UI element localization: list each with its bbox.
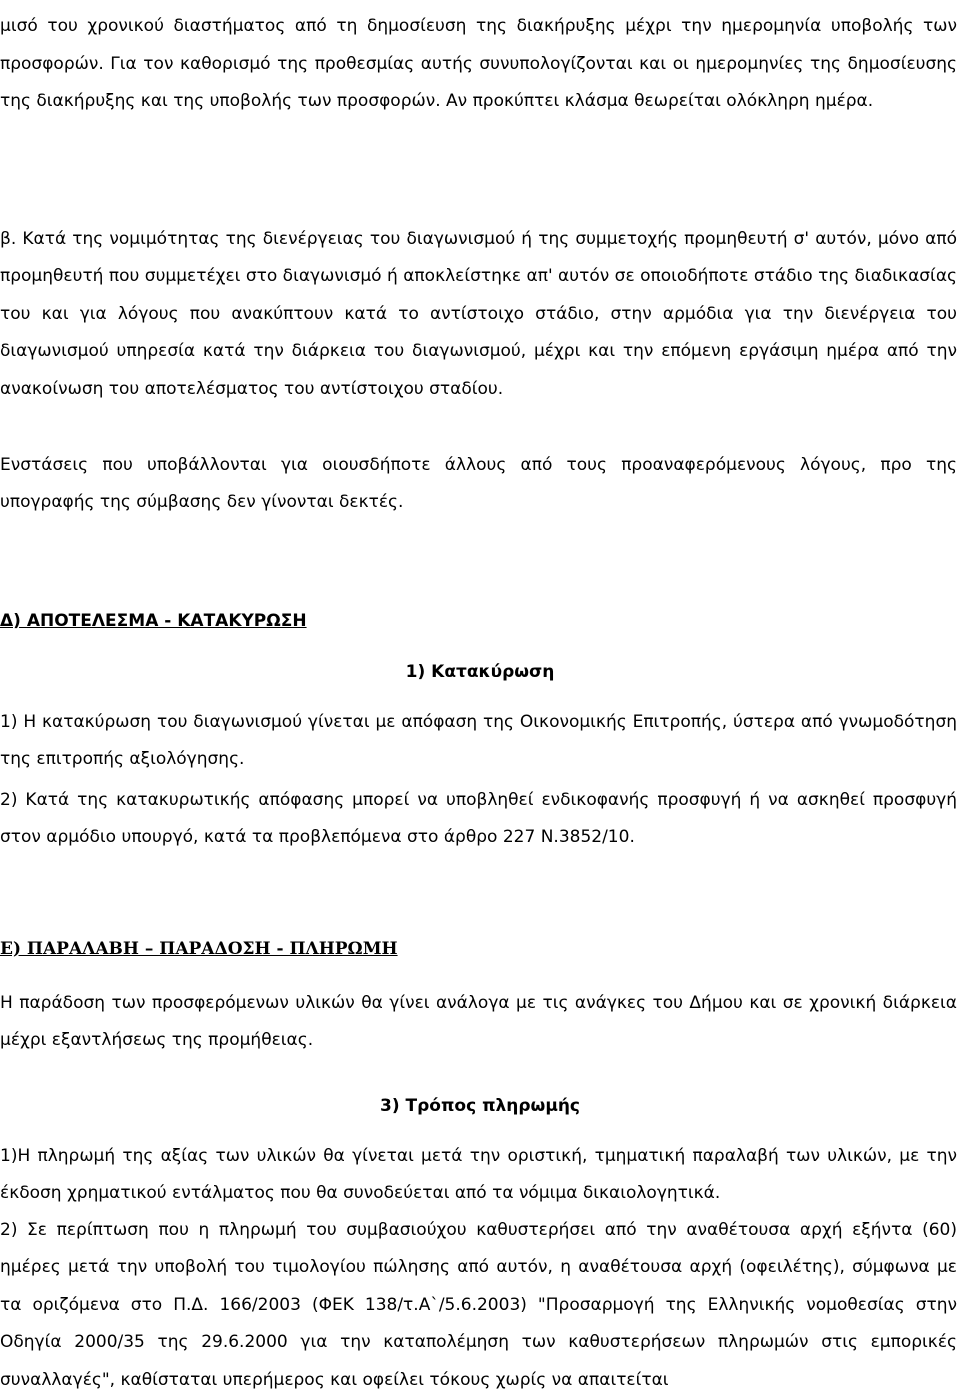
paragraph-alpha: μισό του χρονικού διαστήματος από τη δημοσίευση της διακήρυξης μέχρι την ημερομηνία υποβολής των προσφορών. Για τον καθορισμό της προθεσμίας αυτής συνυπολογίζονται και οι ημερομηνίες της δημοσίευσης της διακήρυξης και της υποβολής των προσφορών. Αν προκύπτει κλάσμα θεωρείται ολόκληρη ημέρα. — [0, 16, 957, 112]
subsection-payment-title: 3) Τρόπος πληρωμής — [379, 1096, 581, 1116]
payment-clause-1: 1)Η πληρωμή της αξίας των υλικών θα γίνεται μετά την οριστική, τμηματική παραλαβή των υλικών, με την έκδοση χρηματικού εντάλματος που θα συνοδεύεται από τα νόμιμα δικαιολογητικά. — [0, 1146, 957, 1204]
section-e-title: Ε) ΠΑΡΑΛΑΒΗ – ΠΑΡΑΔΟΣΗ - ΠΛΗΡΩΜΗ — [0, 939, 398, 959]
award-clause-2: 2) Κατά της κατακυρωτικής απόφασης μπορεί να υποβληθεί ενδικοφανής προσφυγή ή να ασκηθεί προσφυγή στον αρμόδιο υπουργό, κατά τα προβλεπόμενα στο άρθρο 227 Ν.3852/10. — [0, 790, 957, 848]
payment-clause-2: 2) Σε περίπτωση που η πληρωμή του συμβασιούχου καθυστερήσει από την αναθέτουσα αρχή εξήντα (60) ημέρες μετά την υποβολή του τιμολογίου πώλησης από αυτόν, η αναθέτουσα αρχή (οφειλέτης), σύμφωνα με τα οριζόμενα στο Π.Δ. 166/2003 (ΦΕΚ 138/τ.Α`/5.6.2003) "Προσαρμογή της Ελληνικής νομοθεσίας στην Οδηγία 2000/35 της 29.6.2000 για την καταπολέμηση των καθυστερήσεων πληρωμών στις εμπορικές συναλλαγές", καθίσταται υπερήμερος και οφείλει τόκους χωρίς να απαιτείται — [0, 1220, 957, 1390]
award-clause-1: 1) Η κατακύρωση του διαγωνισμού γίνεται με απόφαση της Οικονομικής Επιτροπής, ύστερα από γνωμοδότηση της επιτροπής αξιολόγησης. — [0, 712, 957, 770]
paragraph-objections: Ενστάσεις που υποβάλλονται για οιουσδήποτε άλλους από τους προαναφερόμενους λόγους, προ της υπογραφής της σύμβασης δεν γίνονται δεκτές. — [0, 455, 957, 513]
section-d-title: Δ) ΑΠΟΤΕΛΕΣΜΑ - ΚΑΤΑΚΥΡΩΣΗ — [0, 611, 307, 631]
subsection-award-title: 1) Κατακύρωση — [405, 662, 555, 682]
delivery-paragraph: Η παράδοση των προσφερόμενων υλικών θα γίνει ανάλογα με τις ανάγκες του Δήμου και σε χρονική διάρκεια μέχρι εξαντλήσεως της προμήθειας. — [0, 993, 957, 1051]
paragraph-beta: β. Κατά της νομιμότητας της διενέργειας του διαγωνισμού ή της συμμετοχής προμηθευτή σ' αυτόν, μόνο από προμηθευτή που συμμετέχει στο διαγωνισμό ή αποκλείστηκε απ' αυτόν σε οποιοδήποτε στάδιο της διαδικασίας του και για λόγους που ανακύπτουν κατά το αντίστοιχο στάδιο, στην αρμόδια για την διενέργεια του διαγωνισμού υπηρεσία κατά την διάρκεια του διαγωνισμού, μέχρι και την επόμενη εργάσιμη ημέρα από την ανακοίνωση του αποτελέσματος του αντίστοιχου σταδίου. — [0, 229, 957, 399]
